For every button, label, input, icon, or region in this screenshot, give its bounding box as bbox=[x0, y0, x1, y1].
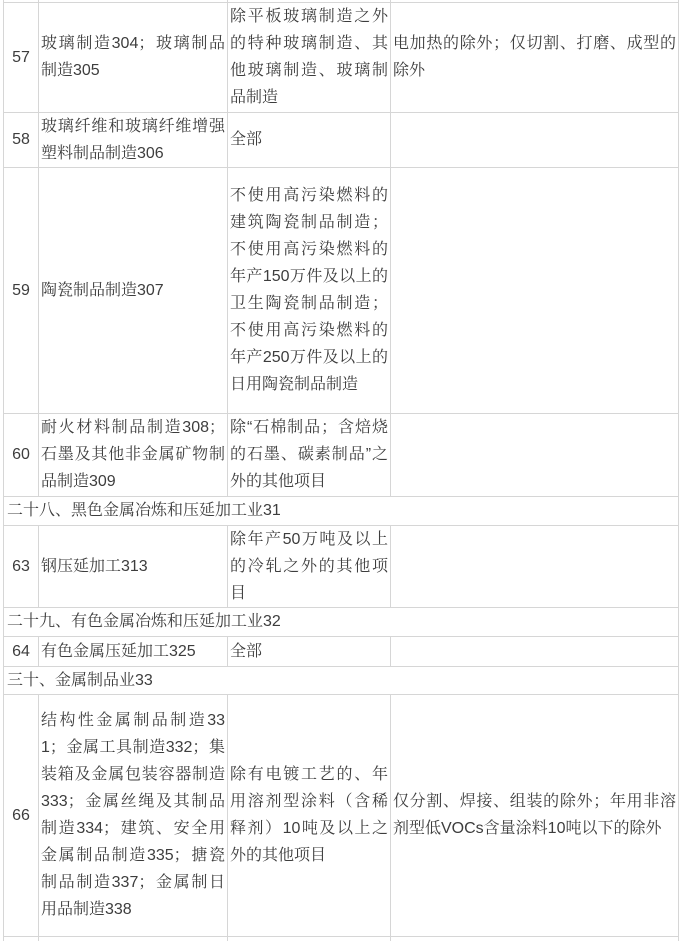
row-number-cell[interactable]: 66 bbox=[4, 694, 39, 936]
exception-cell[interactable] bbox=[391, 112, 679, 167]
row-number-cell[interactable]: 63 bbox=[4, 525, 39, 607]
section-label-cell[interactable]: 三十、金属制品业33 bbox=[4, 666, 679, 694]
table-row bbox=[4, 2, 679, 112]
partial-row-bottom bbox=[4, 936, 679, 941]
exception-cell[interactable] bbox=[391, 413, 679, 496]
row-number-cell[interactable]: 60 bbox=[4, 413, 39, 496]
exception-cell[interactable] bbox=[391, 525, 679, 607]
table-row bbox=[4, 112, 679, 167]
industry-cell[interactable]: 钢压延加工313 bbox=[39, 525, 228, 607]
table-row bbox=[4, 636, 679, 666]
scope-cell[interactable]: 不使用高污染燃料的建筑陶瓷制品制造；不使用高污染燃料的年产150万件及以上的卫生陶瓷制品制造；不使用高污染燃料的年产250万件及以上的日用陶瓷制品制造 bbox=[228, 167, 391, 413]
industry-cell[interactable]: 玻璃纤维和玻璃纤维增强塑料制品制造306 bbox=[39, 112, 228, 167]
section-header-row bbox=[4, 496, 679, 525]
scope-cell[interactable]: 除平板玻璃制造之外的特种玻璃制造、其他玻璃制造、玻璃制品制造 bbox=[228, 2, 391, 112]
table-row bbox=[4, 413, 679, 496]
industry-cell[interactable]: 有色金属压延加工325 bbox=[39, 636, 228, 666]
row-number-cell[interactable]: 57 bbox=[4, 2, 39, 112]
partial-cell bbox=[228, 936, 391, 941]
scope-cell[interactable]: 全部 bbox=[228, 636, 391, 666]
row-number-cell[interactable]: 58 bbox=[4, 112, 39, 167]
table-row bbox=[4, 167, 679, 413]
industry-cell[interactable]: 结构性金属制品制造331；金属工具制造332；集装箱及金属包装容器制造333；金属丝绳及其制品制造334；建筑、安全用金属制品制造335；搪瓷制品制造337；金属制日用品制造338 bbox=[39, 694, 228, 936]
section-label-cell[interactable]: 二十八、黑色金属冶炼和压延加工业31 bbox=[4, 496, 679, 525]
exception-cell[interactable]: 仅分割、焊接、组装的除外；年用非溶剂型低VOCs含量涂料10吨以下的除外 bbox=[391, 694, 679, 936]
row-number-cell[interactable]: 64 bbox=[4, 636, 39, 666]
industry-cell[interactable]: 陶瓷制品制造307 bbox=[39, 167, 228, 413]
scope-cell[interactable]: 除“石棉制品；含焙烧的石墨、碳素制品”之外的其他项目 bbox=[228, 413, 391, 496]
section-header-row bbox=[4, 666, 679, 694]
exception-cell[interactable] bbox=[391, 636, 679, 666]
partial-cell bbox=[391, 936, 679, 941]
scope-cell[interactable]: 除有电镀工艺的、年用溶剂型涂料（含稀释剂）10吨及以上之外的其他项目 bbox=[228, 694, 391, 936]
table-row bbox=[4, 525, 679, 607]
scope-cell[interactable]: 全部 bbox=[228, 112, 391, 167]
section-header-row bbox=[4, 607, 679, 636]
industry-cell[interactable]: 玻璃制造304；玻璃制品制造305 bbox=[39, 2, 228, 112]
industry-cell[interactable]: 耐火材料制品制造308；石墨及其他非金属矿物制品制造309 bbox=[39, 413, 228, 496]
partial-cell bbox=[39, 936, 228, 941]
industry-exemption-table bbox=[3, 0, 679, 941]
section-label-cell[interactable]: 二十九、有色金属冶炼和压延加工业32 bbox=[4, 607, 679, 636]
row-number-cell[interactable]: 59 bbox=[4, 167, 39, 413]
partial-cell bbox=[4, 936, 39, 941]
exception-cell[interactable]: 电加热的除外；仅切割、打磨、成型的除外 bbox=[391, 2, 679, 112]
scope-cell[interactable]: 除年产50万吨及以上的冷轧之外的其他项目 bbox=[228, 525, 391, 607]
exception-cell[interactable] bbox=[391, 167, 679, 413]
table-row bbox=[4, 694, 679, 936]
